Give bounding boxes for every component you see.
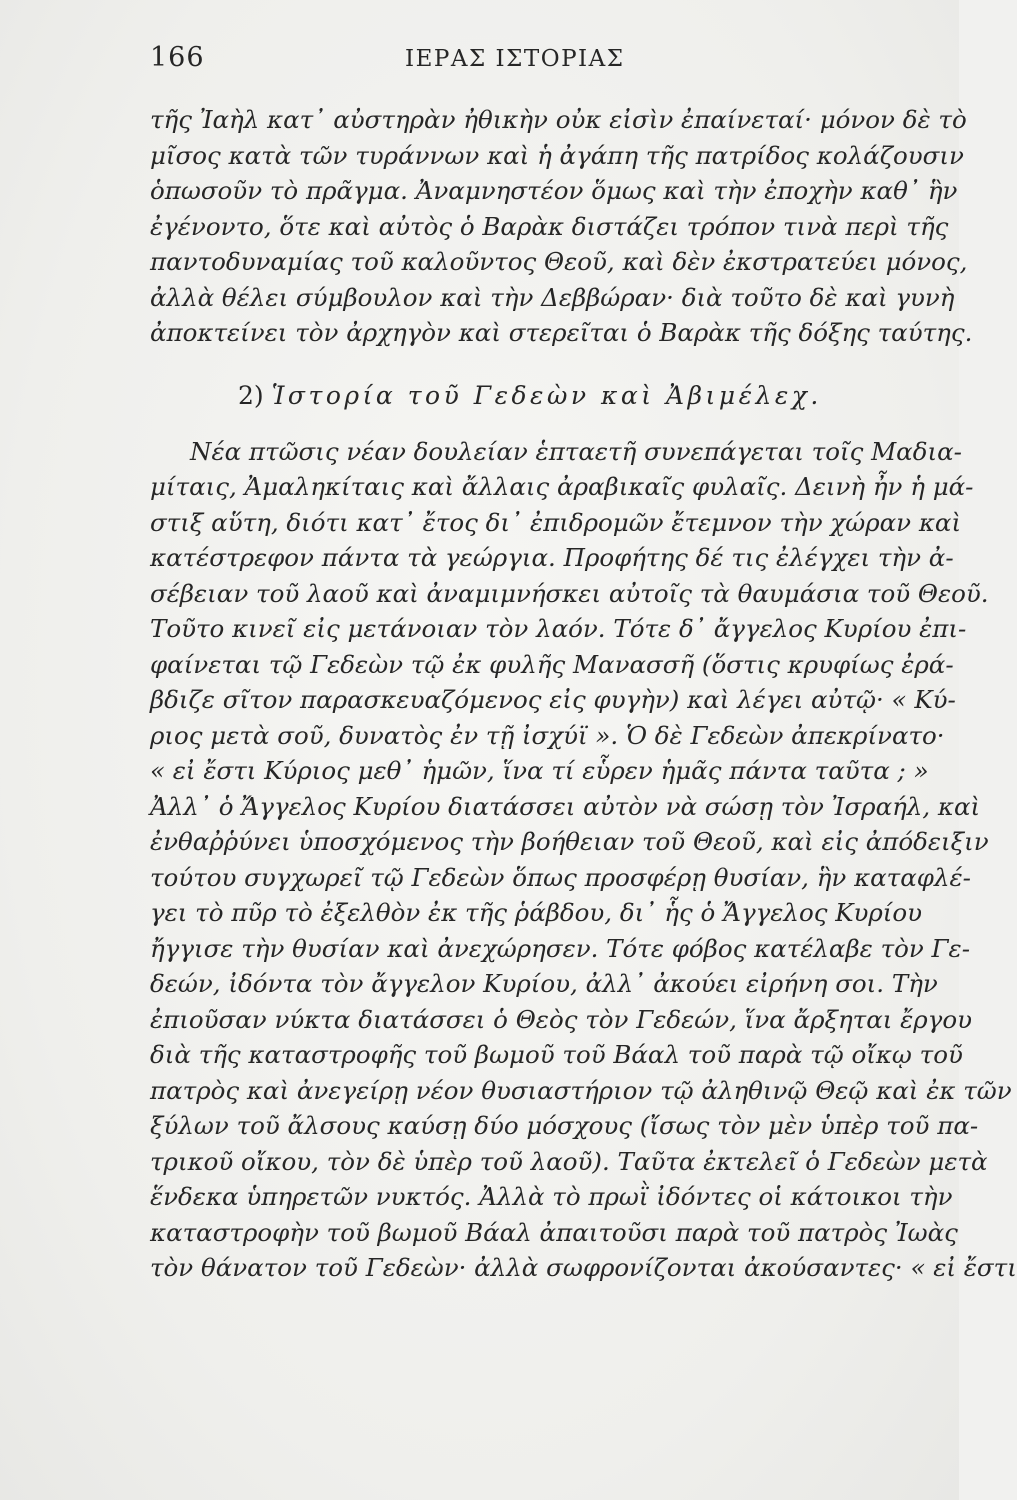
text-line: ἕνδεκα ὑπηρετῶν νυκτός. Ἀλλὰ τὸ πρωῒ ἰδόντες οἱ κάτοικοι τὴν (150, 1182, 953, 1211)
page-number: 166 (150, 42, 205, 73)
text-line: φαίνεται τῷ Γεδεὼν τῷ ἐκ φυλῆς Μανασσῆ (ὅστις κρυφίως ἐρά- (150, 649, 954, 679)
text-line: τούτου συγχωρεῖ τῷ Γεδεὼν ὅπως προσφέρῃ θυσίαν, ἣν καταφλέ- (150, 862, 971, 892)
text-line: ριος μετὰ σοῦ, δυνατὸς ἐν τῇ ἰσχύϊ ». Ὁ δὲ Γεδεὼν ἀπεκρίνατο· (150, 720, 945, 750)
text-line: « εἰ ἔστι Κύριος μεθ᾽ ἡμῶν, ἵνα τί εὗρεν ἡμᾶς πάντα ταῦτα ; » (150, 756, 929, 785)
paragraph-judges-jael (150, 102, 973, 351)
text-line: διὰ τῆς καταστροφῆς τοῦ βωμοῦ τοῦ Βάαλ τοῦ παρὰ τῷ οἴκῳ τοῦ (150, 1040, 963, 1069)
page-header (150, 42, 850, 82)
text-line: Τοῦτο κινεῖ εἰς μετάνοιαν τὸν λαόν. Τότε δ᾽ ἄγγελος Κυρίου ἐπι- (150, 614, 967, 643)
running-head: ΙΕΡΑΣ ΙΣΤΟΡΙΑΣ (405, 46, 625, 72)
text-line: καταστροφὴν τοῦ βωμοῦ Βάαλ ἀπαιτοῦσι παρὰ τοῦ πατρὸς Ἰωὰς (150, 1217, 958, 1247)
spacer (150, 351, 854, 378)
section-number: 2) (238, 380, 264, 410)
text-line: ἐγένοντο, ὅτε καὶ αὐτὸς ὁ Βαρὰκ διστάζει τρόπον τινὰ περὶ τῆς (150, 211, 949, 241)
text-line: ἤγγισε τὴν θυσίαν καὶ ἀνεχώρησεν. Τότε φόβος κατέλαβε τὸν Γε- (150, 933, 970, 963)
text-line: τὸν θάνατον τοῦ Γεδεὼν· ἀλλὰ σωφρονίζονται ἀκούσαντες· « εἰ ἔστι (150, 1253, 1017, 1282)
paragraph-gideon (150, 434, 1017, 1286)
text-line: πατρὸς καὶ ἀνεγείρῃ νέον θυσιαστήριον τῷ ἀληθινῷ Θεῷ καὶ ἐκ τῶν (150, 1075, 1012, 1105)
spacer (150, 414, 854, 434)
text-line: τῆς Ἰαὴλ κατ᾽ αὐστηρὰν ἠθικὴν οὐκ εἰσὶν ἐπαίνεταί· μόνον δὲ τὸ (150, 105, 967, 134)
text-line: σέβειαν τοῦ λαοῦ καὶ ἀναμιμνήσκει αὐτοῖς τὰ θαυμάσια τοῦ Θεοῦ. (150, 578, 989, 608)
text-line: ξύλων τοῦ ἄλσους καύσῃ δύο μόσχους (ἴσως τὸν μὲν ὑπὲρ τοῦ πα- (150, 1111, 979, 1140)
text-line: γει τὸ πῦρ τὸ ἐξελθὸν ἐκ τῆς ῥάβδου, δι᾽ ἧς ὁ Ἄγγελος Κυρίου (150, 898, 923, 927)
body-text (150, 102, 1017, 1286)
text-line: μίταις, Ἀμαληκίταις καὶ ἄλλαις ἀραβικαῖς φυλαῖς. Δεινὴ ἦν ἡ μά- (150, 472, 974, 501)
section-title: Ἱστορία τοῦ Γεδεὼν καὶ Ἀβιμέλεχ. (271, 380, 822, 410)
text-line: ἀλλὰ θέλει σύμβουλον καὶ τὴν Δεββώραν· διὰ τοῦτο δὲ καὶ γυνὴ (150, 282, 955, 312)
text-line: ἐνθαῤῥύνει ὑποσχόμενος τὴν βοήθειαν τοῦ Θεοῦ, καὶ εἰς ἀπόδειξιν (150, 827, 989, 856)
text-line: τρικοῦ οἴκου, τὸν δὲ ὑπὲρ τοῦ λαοῦ). Ταῦτα ἐκτελεῖ ὁ Γεδεὼν μετὰ (150, 1146, 988, 1176)
text-line: ἀποκτείνει τὸν ἀρχηγὸν καὶ στερεῖται ὁ Βαρὰκ τῆς δόξης ταύτης. (150, 318, 973, 347)
section-heading (150, 378, 854, 414)
text-line: κατέστρεφον πάντα τὰ γεώργια. Προφήτης δέ τις ἐλέγχει τὴν ἀ- (150, 543, 954, 572)
text-line: ὁπωσοῦν τὸ πρᾶγμα. Ἀναμνηστέον ὅμως καὶ τὴν ἐποχὴν καθ᾽ ἣν (150, 176, 958, 205)
text-line: ἐπιοῦσαν νύκτα διατάσσει ὁ Θεὸς τὸν Γεδεών, ἵνα ἄρξηται ἔργου (150, 1004, 972, 1034)
text-line: δεών, ἰδόντα τὸν ἄγγελον Κυρίου, ἀλλ᾽ ἀκούει εἰρήνη σοι. Τὴν (150, 969, 938, 998)
text-line: Ἀλλ᾽ ὁ Ἄγγελος Κυρίου διατάσσει αὐτὸν νὰ σώσῃ τὸν Ἰσραήλ, καὶ (150, 791, 981, 821)
text-line: Νέα πτῶσις νέαν δουλείαν ἑπταετῆ συνεπάγεται τοῖς Μαδια- (190, 436, 962, 466)
text-line: στιξ αὕτη, διότι κατ᾽ ἔτος δι᾽ ἐπιδρομῶν ἔτεμνον τὴν χώραν καὶ (150, 507, 962, 537)
text-line: παντοδυναμίας τοῦ καλοῦντος Θεοῦ, καὶ δὲν ἐκστρατεύει μόνος, (150, 247, 968, 276)
text-line: βδιζε σῖτον παρασκευαζόμενος εἰς φυγὴν) καὶ λέγει αὐτῷ· « Κύ- (150, 685, 956, 714)
text-line: μῖσος κατὰ τῶν τυράννων καὶ ἡ ἀγάπη τῆς πατρίδος κολάζουσιν (150, 140, 964, 170)
